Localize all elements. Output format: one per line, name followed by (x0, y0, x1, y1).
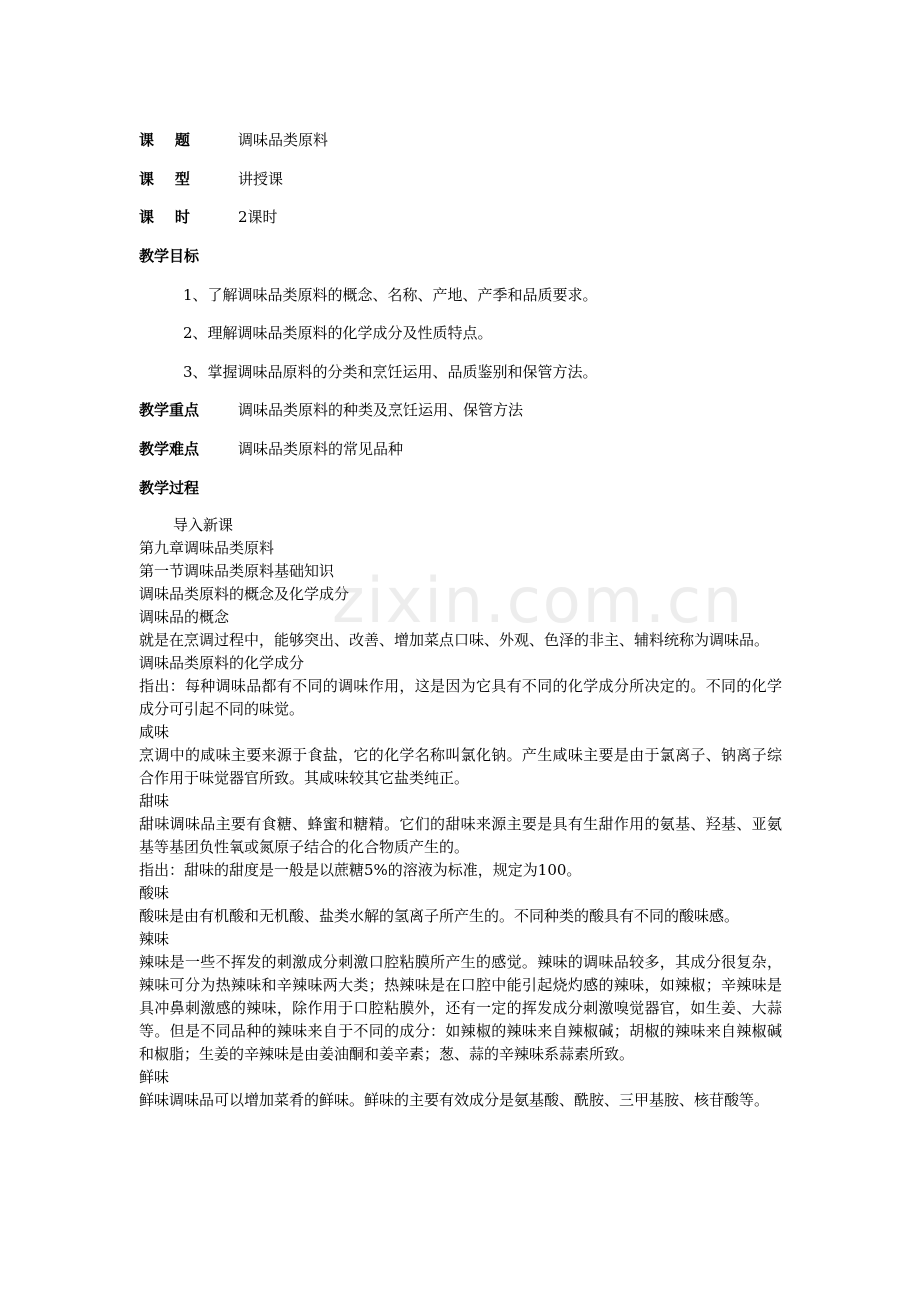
topic-heading: 调味品的概念 (139, 608, 230, 626)
process-title: 教学过程 (139, 479, 200, 497)
body-paragraph: 鲜味调味品可以增加菜肴的鲜味。鲜味的主要有效成分是氨基酸、酰胺、三甲基胺、核苷酸等。 (139, 1091, 770, 1109)
difficulties-value: 调味品类原料的常见品种 (238, 440, 404, 458)
body-paragraph: 就是在烹调过程中，能够突出、改善、增加菜点口味、外观、色泽的非主、辅料统称为调味品。 (139, 631, 770, 649)
type-value: 讲授课 (238, 170, 284, 188)
difficulties-label: 教学难点 (139, 440, 200, 458)
key-points-value: 调味品类原料的种类及烹饪运用、保管方法 (238, 401, 524, 419)
paragraph-intro: 导入新课 (173, 516, 234, 534)
topic-heading: 咸味 (139, 723, 170, 741)
objective-item: 3、掌握调味品原料的分类和烹饪运用、品质鉴别和保管方法。 (183, 363, 598, 381)
body-paragraph: 指出：每种调味品都有不同的调味作用，这是因为它具有不同的化学成分所决定的。不同的化学成分可引起不同的味觉。 (139, 677, 782, 718)
objective-item: 2、理解调味品类原料的化学成分及性质特点。 (183, 324, 493, 342)
subsection-heading: 调味品类原料的概念及化学成分 (139, 585, 350, 603)
section-heading: 第一节调味品类原料基础知识 (139, 562, 335, 580)
objective-item: 1、了解调味品类原料的概念、名称、产地、产季和品质要求。 (183, 286, 598, 304)
topic-heading: 酸味 (139, 884, 170, 902)
body-paragraph: 指出：甜味的甜度是一般是以蔗糖5%的溶液为标准，规定为100。 (139, 861, 582, 879)
body-paragraph: 烹调中的咸味主要来源于食盐，它的化学名称叫氯化钠。产生咸味主要是由于氯离子、钠离子综合作用于味觉器官所致。其咸味较其它盐类纯正。 (139, 746, 782, 787)
hours-label: 课 时 (139, 208, 190, 226)
topic-value: 调味品类原料 (238, 131, 329, 149)
topic-heading: 鲜味 (139, 1068, 170, 1086)
body-paragraph: 甜味调味品主要有食糖、蜂蜜和糖精。它们的甜味来源主要是具有生甜作用的氨基、羟基、亚氨基等基团负性氧或氮原子结合的化合物质产生的。 (139, 815, 782, 856)
body-paragraph: 辣味是一些不挥发的刺激成分刺激口腔粘膜所产生的感觉。辣味的调味品较多，其成分很复杂，辣味可分为热辣味和辛辣味两大类；热辣味是在口腔中能引起烧灼感的辣味，如辣椒；辛辣味是具冲鼻刺激感的辣味，除作用于口腔粘膜外，还有一定的挥发成分刺激嗅觉器官，如生姜、大蒜等。但是不同品种的辣味来自于不同的成分：如辣椒的辣味来自辣椒碱；胡椒的辣味来自辣椒碱和椒脂；生姜的辛辣味是由姜油酮和姜辛素；葱、蒜的辛辣味系蒜素所致。 (139, 953, 782, 1063)
topic-heading: 甜味 (139, 792, 170, 810)
body-paragraph: 酸味是由有机酸和无机酸、盐类水解的氢离子所产生的。不同种类的酸具有不同的酸味感。 (139, 907, 740, 925)
hours-value: 2课时 (238, 208, 278, 226)
objectives-title: 教学目标 (139, 247, 200, 265)
watermark: zixin.com.cn (332, 564, 745, 637)
topic-label: 课 题 (139, 131, 190, 149)
type-label: 课 型 (139, 170, 190, 188)
topic-heading: 调味品类原料的化学成分 (139, 654, 305, 672)
process-body (139, 514, 782, 1112)
key-points-label: 教学重点 (139, 401, 200, 419)
topic-heading: 辣味 (139, 930, 170, 948)
chapter-heading: 第九章调味品类原料 (139, 539, 275, 557)
